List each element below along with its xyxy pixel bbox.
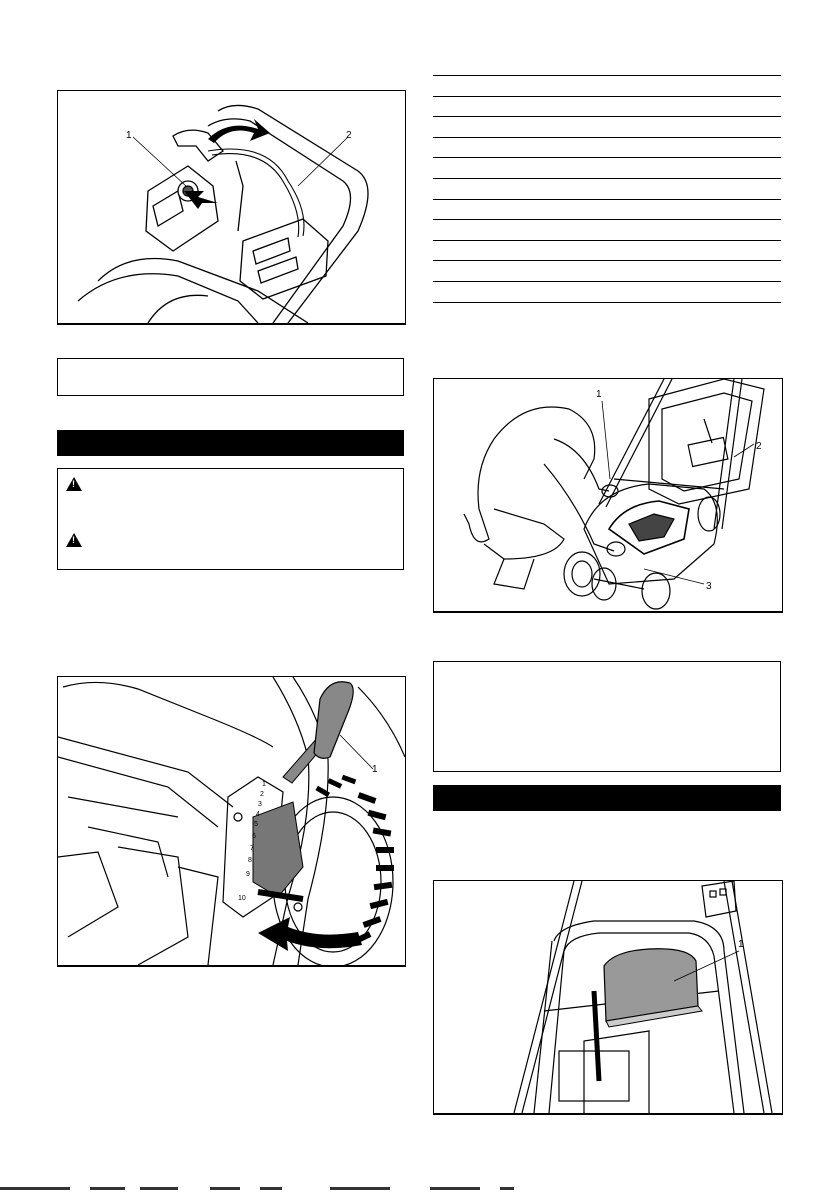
warning-triangle-icon	[66, 477, 82, 491]
figure3-callout-3: 3	[706, 581, 712, 592]
table-row	[433, 117, 781, 138]
note-box	[433, 661, 781, 772]
figure1-callout-2: 2	[346, 130, 352, 141]
section-heading-bar	[433, 785, 781, 811]
scale-mark-2: 2	[260, 791, 264, 798]
scale-mark-3: 3	[258, 801, 262, 808]
scale-mark-8: 8	[248, 857, 252, 864]
note-box	[57, 358, 404, 396]
figure1-callout-1: 1	[126, 130, 132, 141]
warning-triangle-icon	[66, 533, 82, 547]
figure3-callout-1: 1	[596, 389, 602, 400]
height-lever-illustration	[58, 677, 405, 965]
switch-lever-illustration	[58, 91, 405, 323]
warning-box	[57, 468, 404, 570]
table-row	[433, 178, 781, 199]
scale-mark-9: 9	[246, 871, 250, 878]
table-row	[433, 261, 781, 282]
figure2-callout-1: 1	[372, 764, 378, 775]
section-heading-bar	[57, 430, 404, 456]
warning-line-2	[66, 533, 90, 547]
scale-mark-6: 6	[252, 833, 256, 840]
table-row	[433, 281, 781, 302]
scale-mark-1: 1	[262, 781, 266, 788]
warning-line-1	[66, 477, 90, 491]
scale-mark-5: 5	[254, 821, 258, 828]
figure4-callout-1: 1	[738, 939, 744, 950]
table-row	[433, 96, 781, 117]
figure3-callout-2: 2	[756, 441, 762, 452]
figure-operator-mower	[433, 378, 783, 613]
figure-switch-lever	[57, 90, 406, 325]
spec-table	[433, 75, 781, 303]
scale-mark-10: 10	[238, 895, 246, 902]
table-row	[433, 199, 781, 220]
operator-mower-illustration	[434, 379, 782, 611]
page-footer-strip	[0, 1186, 840, 1192]
grass-box-illustration	[434, 881, 782, 1113]
table-row	[433, 137, 781, 158]
figure-grass-box-indicator	[433, 880, 783, 1115]
table-row	[433, 220, 781, 241]
figure-height-adjust-lever	[57, 676, 406, 967]
table-row	[433, 76, 781, 97]
table-row	[433, 240, 781, 261]
scale-mark-7: 7	[250, 845, 254, 852]
scale-mark-4: 4	[256, 811, 260, 818]
table-row	[433, 158, 781, 179]
